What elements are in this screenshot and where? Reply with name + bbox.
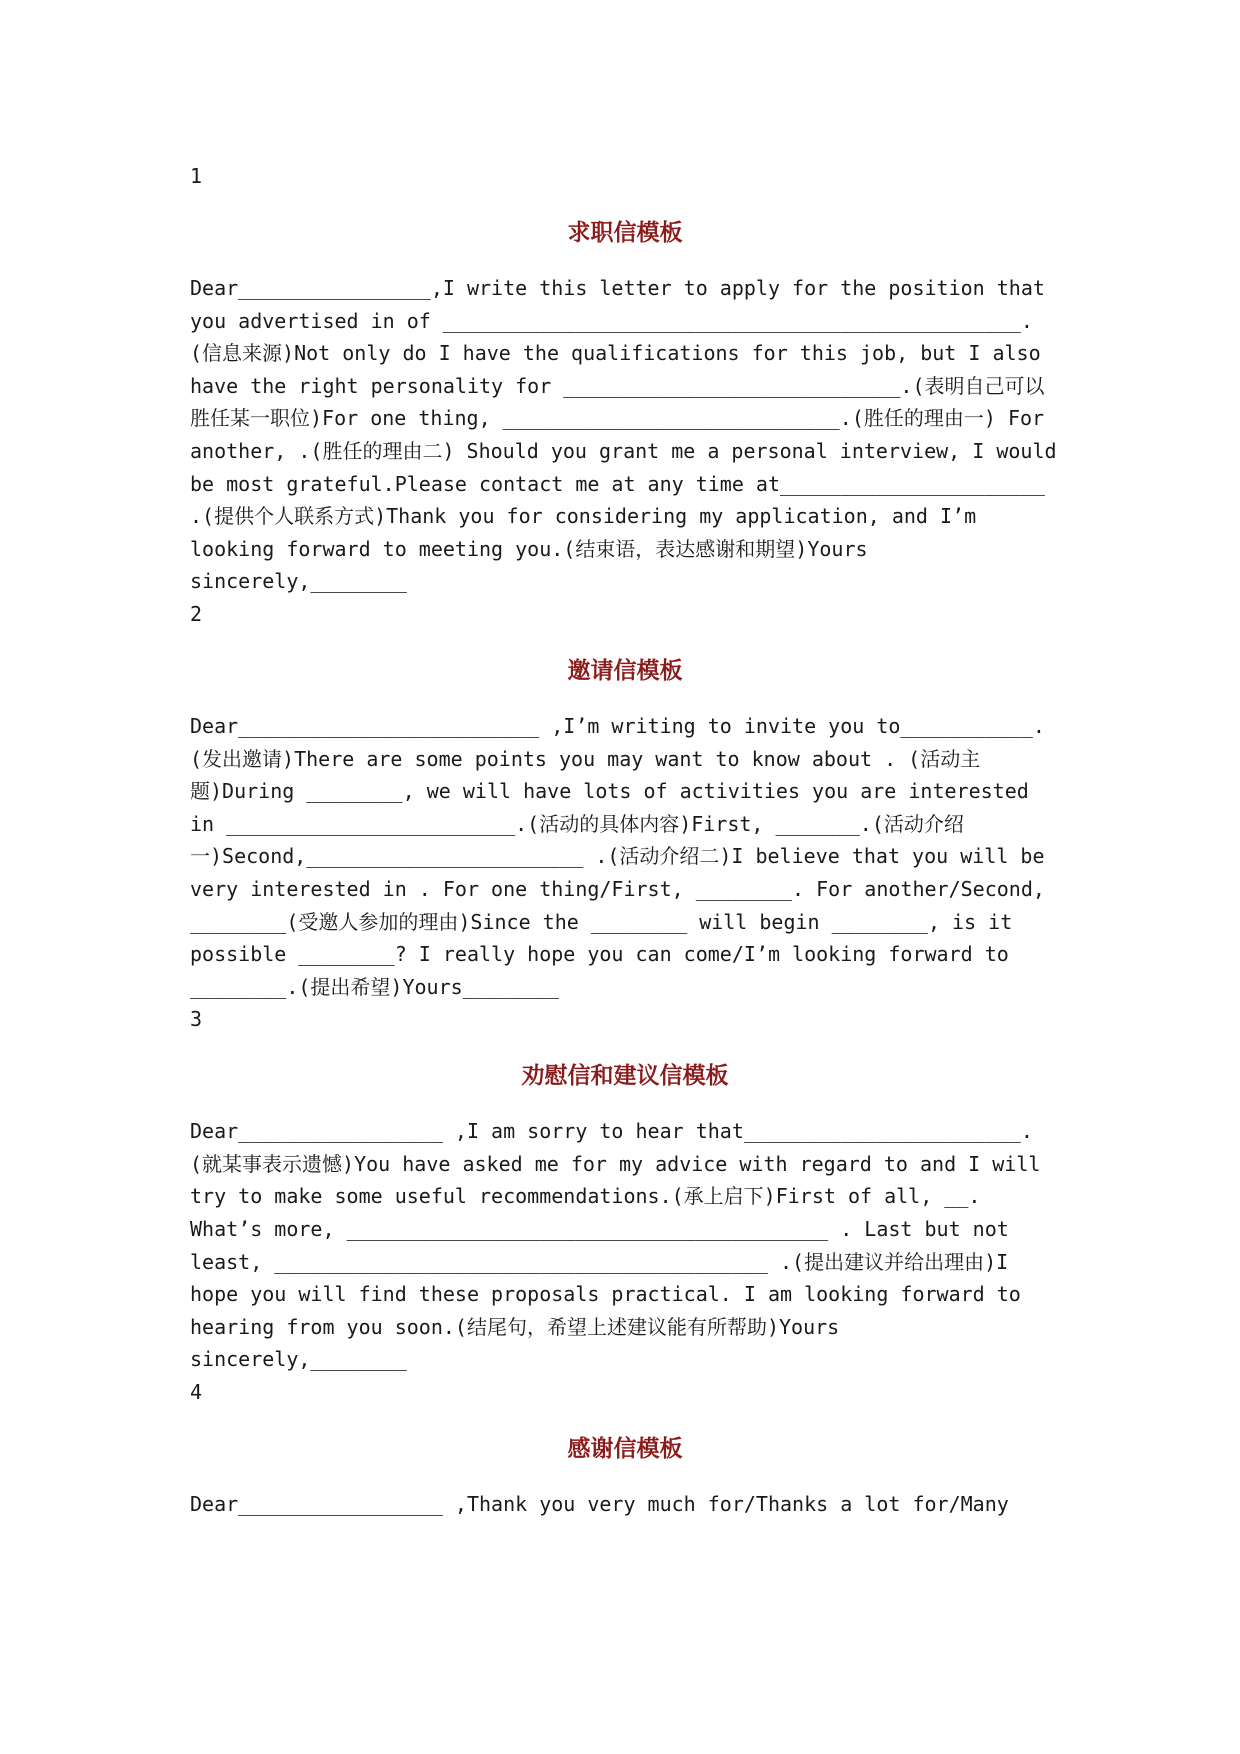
section-body: Dear_________________ ,I am sorry to hear that_______________________.(就某事表示遗憾)You have asked me for my advice with regard to and I will try to make some useful recommendations.(承上启下)First of all, __. What’s more, ________________________________________ . Last but not least, _________________________________________ .(提出建议并给出理由)I hope you will find these proposals practical. I am looking forward to hearing from you soon.(结尾句，希望上述建议能有所帮助)Yours sincerely,________ (190, 1119, 1041, 1372)
section-title: 劝慰信和建议信模板 (521, 1062, 729, 1090)
section-3 (190, 1003, 1060, 1376)
section-1 (190, 160, 1060, 598)
section-number: 1 (190, 164, 203, 188)
section-number: 3 (190, 1007, 203, 1032)
section-title: 邀请信模板 (567, 656, 683, 684)
section-body: Dear________________,I write this letter to apply for the position that you advertised in of ________________________________________________.(信息来源)Not only do I have the qualifications for this job, but I also have the right personality for ____________________________.(表明自己可以胜任某一职位)For one thing, ____________________________.(胜任的理由一) For another, .(胜任的理由二) Should you grant me a personal interview, I would be most grateful.Please contact me at any time at______________________ .(提供个人联系方式)Thank you for considering my application, and I’m looking forward to meeting you.(结束语，表达感谢和期望)Yours sincerely,________ (190, 276, 1057, 594)
section-title: 求职信模板 (567, 219, 683, 246)
section-number: 2 (190, 601, 203, 626)
section-4 (190, 1376, 1060, 1521)
section-2 (190, 598, 1060, 1003)
document-page (190, 160, 1060, 1521)
section-body: Dear_________________ ,Thank you very much for/Thanks a lot for/Many (190, 1492, 1009, 1517)
section-title: 感谢信模板 (567, 1435, 683, 1463)
section-body: Dear_________________________ ,I’m writing to invite you to___________.(发出邀请)There are some points you may want to know about . (活动主题)During ________, we will have lots of activities you are interested in ________________________.(活动的具体内容)First, _______.(活动介绍一)Second,_______________________ .(活动介绍二)I believe that you will be very interested in . For one thing/First, ________. For another/Second, ________(受邀人参加的理由)Since the ________ will begin ________, is it possible ________? I really hope you can come/I’m looking forward to ________.(提出希望)Yours________ (190, 713, 1045, 999)
section-number: 4 (190, 1380, 203, 1405)
